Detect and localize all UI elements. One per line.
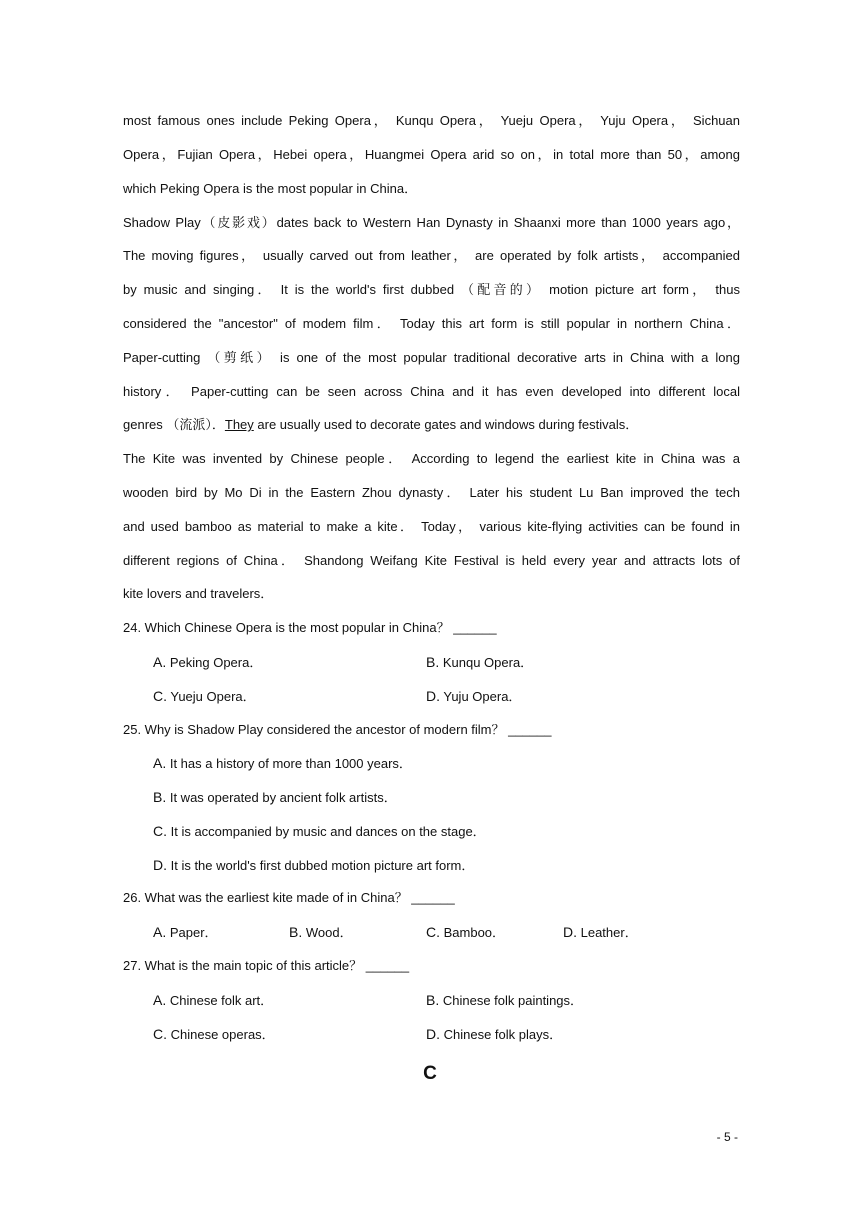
passage-line: wooden bird by Mo Di in the Eastern Zhou dynasty． Later his student Lu Ban improved the tech xyxy=(123,485,740,500)
option-letter: D. xyxy=(563,924,577,940)
question-stem: 25. Why is Shadow Play considered the ancestor of modern film？ ______ xyxy=(123,722,552,737)
passage-line: Opera，Fujian Opera，Hebei opera，Huangmei Opera arid so on，in total more than 50，among xyxy=(123,147,740,162)
option-d xyxy=(153,855,474,875)
option-text: Yuju Opera． xyxy=(440,689,522,704)
option-text: Wood． xyxy=(302,925,353,940)
option-letter: B. xyxy=(153,789,167,805)
option-a xyxy=(153,753,412,773)
option-d xyxy=(426,686,521,706)
option-text: It is accompanied by music and dances on the stage． xyxy=(167,824,486,839)
passage-line: considered the "ancestor" of modem film． Today this art form is still popular in northern China． xyxy=(123,316,740,331)
question-stem: 27. What is the main topic of this article？ ______ xyxy=(123,958,410,973)
option-text: Peking Opera． xyxy=(166,655,263,670)
option-letter: A. xyxy=(153,992,167,1008)
option-letter: B. xyxy=(289,924,303,940)
passage-line: kite lovers and travelers． xyxy=(123,586,274,601)
option-text: Chinese folk paintings． xyxy=(439,993,584,1008)
option-d xyxy=(563,922,638,942)
option-c xyxy=(153,1024,275,1044)
option-a xyxy=(153,922,218,942)
option-text: Chinese folk art． xyxy=(166,993,274,1008)
option-a xyxy=(153,990,273,1010)
option-b xyxy=(153,787,397,807)
option-a xyxy=(153,652,262,672)
option-letter: A. xyxy=(153,654,167,670)
option-letter: C. xyxy=(426,924,440,940)
underlined-word: They xyxy=(224,417,254,432)
passage-line: Shadow Play（皮影戏）dates back to Western Han Dynasty in Shaanxi more than 1000 years ago， xyxy=(123,215,740,230)
option-text: Chinese operas． xyxy=(167,1027,275,1042)
passage-line: which Peking Opera is the most popular in China． xyxy=(123,181,418,196)
option-text: Kunqu Opera． xyxy=(439,655,534,670)
option-text: Bamboo． xyxy=(440,925,506,940)
option-text: It has a history of more than 1000 years． xyxy=(166,756,412,771)
option-letter: D. xyxy=(426,688,440,704)
option-text: Yueju Opera． xyxy=(167,689,256,704)
option-c xyxy=(426,922,505,942)
passage-line: Paper-cutting （剪纸） is one of the most popular traditional decorative arts in China with a long xyxy=(123,350,740,365)
option-letter: D. xyxy=(426,1026,440,1042)
genres-rest: are usually used to decorate gates and windows during festivals． xyxy=(253,417,639,432)
passage-line: The moving figures， usually carved out from leather， are operated by folk artists， accompanied xyxy=(123,248,740,263)
option-letter: C. xyxy=(153,1026,167,1042)
question-stem: 24. Which Chinese Opera is the most popular in China？ ______ xyxy=(123,620,497,635)
option-text: It was operated by ancient folk artists． xyxy=(166,790,397,805)
option-text: Chinese folk plays． xyxy=(440,1027,563,1042)
option-letter: B. xyxy=(426,654,440,670)
passage-line: different regions of China． Shandong Weifang Kite Festival is held every year and attracts lots of xyxy=(123,553,740,568)
option-c xyxy=(153,686,256,706)
page-number: - 5 - xyxy=(716,1130,738,1144)
genres-text: genres （流派）． xyxy=(123,417,225,432)
section-heading: C xyxy=(423,1063,437,1084)
option-b xyxy=(289,922,353,942)
passage-line: and used bamboo as material to make a kite． Today， various kite-flying activities can be found in xyxy=(123,519,740,534)
question-stem: 26. What was the earliest kite made of in China？ ______ xyxy=(123,890,455,905)
option-text: Leather． xyxy=(577,925,638,940)
option-letter: A. xyxy=(153,755,167,771)
passage-line: by music and singing． It is the world's first dubbed （配音的） motion picture art form， thus xyxy=(123,282,740,297)
option-letter: C. xyxy=(153,688,167,704)
option-text: It is the world's first dubbed motion picture art form． xyxy=(167,858,475,873)
passage-line: history． Paper-cutting can be seen across China and it has even developed into different local xyxy=(123,384,740,399)
option-d xyxy=(426,1024,562,1044)
option-b xyxy=(426,990,583,1010)
passage-line: The Kite was invented by Chinese people． According to legend the earliest kite in China was a xyxy=(123,451,740,466)
passage-line xyxy=(123,415,740,435)
option-letter: C. xyxy=(153,823,167,839)
option-c xyxy=(153,821,486,841)
option-b xyxy=(426,652,533,672)
option-text: Paper． xyxy=(166,925,218,940)
option-letter: B. xyxy=(426,992,440,1008)
option-letter: A. xyxy=(153,924,167,940)
option-letter: D. xyxy=(153,857,167,873)
passage-line: most famous ones include Peking Opera， Kunqu Opera， Yueju Opera， Yuju Opera， Sichuan xyxy=(123,113,740,128)
